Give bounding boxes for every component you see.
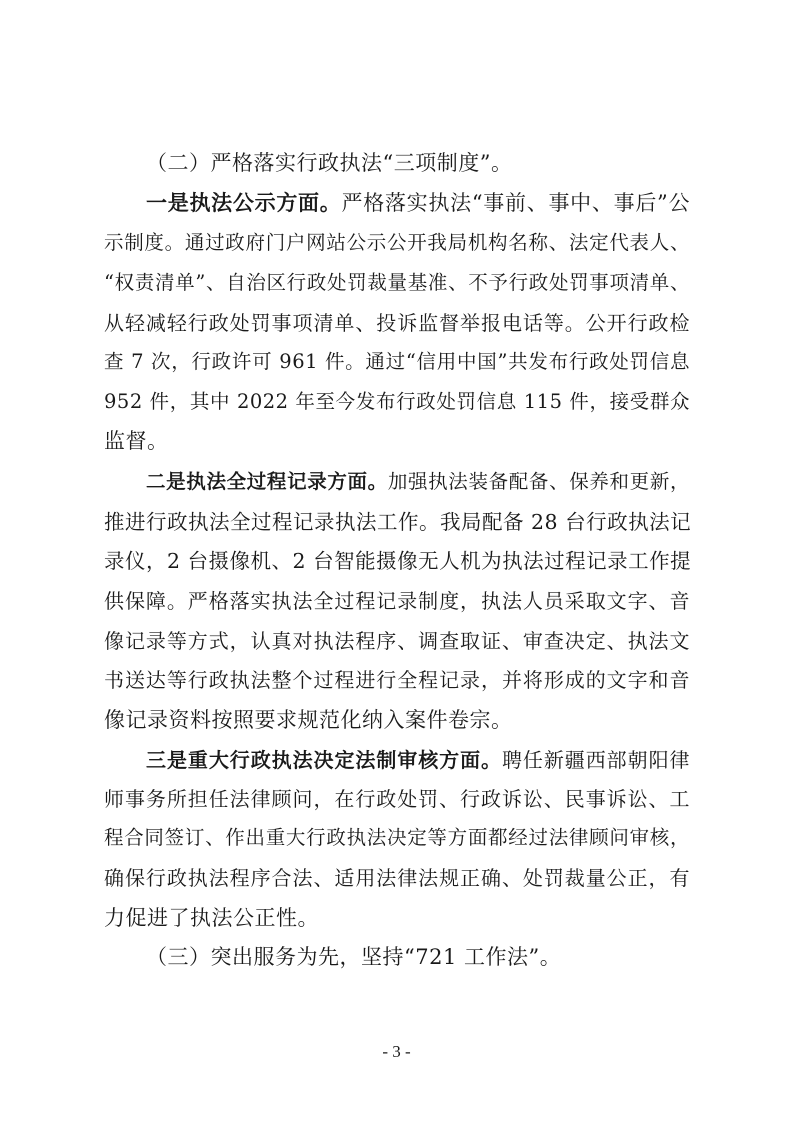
paragraph-1-lead: 一是执法公示方面。	[146, 190, 342, 215]
paragraph-3-line: 力促进了执法公正性。	[104, 906, 319, 930]
paragraph-2-line: 书送达等行政执法整个过程进行全程记录，并将形成的文字和音	[104, 668, 690, 692]
paragraph-1-line: 从轻减轻行政处罚事项清单、投诉监督举报电话等。公开行政检	[104, 311, 690, 335]
paragraph-1-line: 监督。	[104, 429, 169, 453]
paragraph-3-line: 确保行政执法程序合法、适用法律法规正确、处罚裁量公正，有	[104, 866, 690, 890]
paragraph-2-first-line	[146, 467, 690, 497]
paragraph-1-first-line-text: 严格落实执法“事前、事中、事后”公	[341, 191, 691, 215]
paragraph-2-lead: 二是执法全过程记录方面。	[146, 470, 388, 493]
paragraph-2-first-line-text: 加强执法装备配备、保养和更新，	[387, 470, 690, 493]
paragraph-3-line: 程合同签订、作出重大行政执法决定等方面都经过法律顾问审核，	[104, 826, 690, 849]
paragraph-2-line: 录仪，2 台摄像机、2 台智能摄像无人机为执法过程记录工作提	[104, 549, 692, 573]
paragraph-1-line: “权责清单”、自治区行政处罚裁量基准、不予行政处罚事项清单、	[104, 271, 690, 294]
paragraph-3-first-line	[146, 745, 690, 775]
paragraph-1-first-line	[146, 188, 690, 218]
paragraph-2-line: 推进行政执法全过程记录执法工作。我局配备 28 台行政执法记	[104, 510, 692, 534]
paragraph-1-line: 查 7 次，行政许可 961 件。通过“信用中国”共发布行政处罚信息	[104, 350, 690, 373]
paragraph-2-line: 像记录资料按照要求规范化纳入案件卷宗。	[104, 708, 513, 732]
paragraph-3-line: 师事务所担任法律顾问，在行政处罚、行政诉讼、民事诉讼、工	[104, 787, 690, 811]
section-heading-3: （三）突出服务为先，坚持“721 工作法”。	[146, 945, 562, 969]
paragraph-2-line: 供保障。严格落实执法全过程记录制度，执法人员采取文字、音	[104, 589, 690, 613]
paragraph-1-line: 示制度。通过政府门户网站公示公开我局机构名称、法定代表人、	[104, 231, 690, 254]
paragraph-3-first-line-text: 聘任新疆西部朝阳律	[501, 748, 691, 772]
section-heading-2: （二）严格落实行政执法“三项制度”。	[146, 151, 513, 175]
paragraph-2-line: 像记录等方式，认真对执法程序、调查取证、审查决定、执法文	[104, 629, 690, 653]
page-number: - 3 -	[382, 1042, 411, 1061]
paragraph-3-lead: 三是重大行政执法决定法制审核方面。	[146, 748, 502, 772]
paragraph-1-line: 952 件，其中 2022 年至今发布行政处罚信息 115 件，接受群众	[104, 390, 690, 413]
